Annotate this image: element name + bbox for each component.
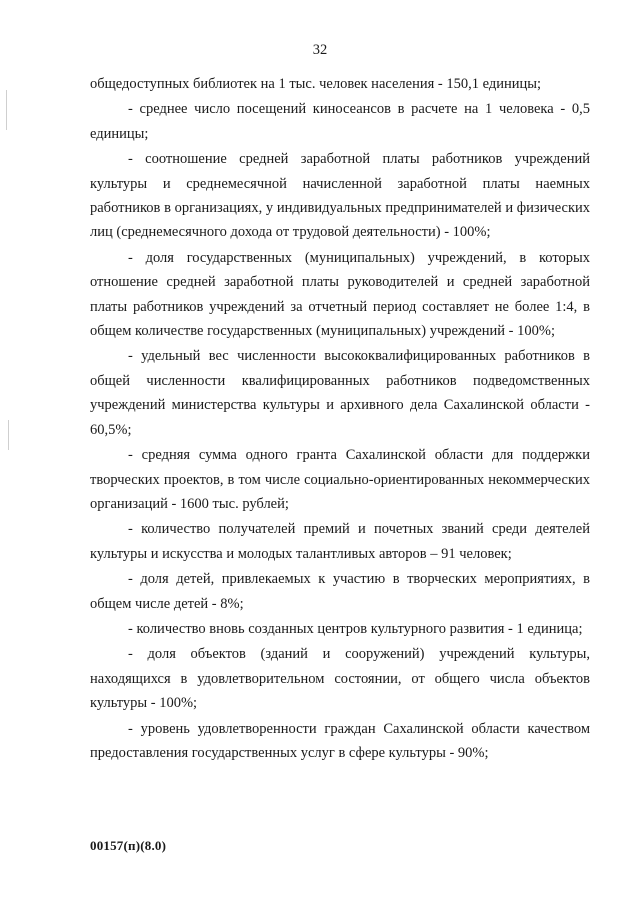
scan-margin-mark <box>8 420 9 450</box>
paragraph: - доля объектов (зданий и сооружений) учреждений культуры, находящихся в удовлетворительном состоянии, от общего числа объектов культуры - 100%; <box>90 646 590 712</box>
paragraph: - удельный вес численности высококвалифицированных работников в общей численности квалифицированных работников подведомственных учреждений министерства культуры и архивного дела Сахалинской области - 60,5%; <box>90 348 590 438</box>
page-number: 32 <box>312 42 328 58</box>
paragraph: общедоступных библиотек на 1 тыс. человек населения - 150,1 единицы; <box>90 76 542 92</box>
paragraph: - средняя сумма одного гранта Сахалинской области для поддержки творческих проектов, в том числе социально-ориентированных некоммерческих организаций - 1600 тыс. рублей; <box>90 447 590 512</box>
paragraph: - доля государственных (муниципальных) учреждений, в которых отношение средней заработной платы руководителей и средней заработной платы работников учреждений за отчетный период составляет не более 1:4, в общем количестве государственных (муниципальных) учреждений - 100%; <box>90 249 590 340</box>
paragraph: - среднее число посещений киносеансов в расчете на 1 человека - 0,5 единицы; <box>90 101 590 142</box>
paragraph: - уровень удовлетворенности граждан Сахалинской области качеством предоставления государственных услуг в сфере культуры - 90%; <box>90 720 590 761</box>
footer-document-code: 00157(п)(8.0) <box>90 838 167 853</box>
document-body <box>90 72 590 766</box>
paragraph: - доля детей, привлекаемых к участию в творческих мероприятиях, в общем числе детей - 8%; <box>90 571 590 612</box>
scan-margin-mark <box>6 90 7 130</box>
paragraph: - количество вновь созданных центров культурного развития - 1 единица; <box>128 620 583 637</box>
paragraph: - количество получателей премий и почетных званий среди деятелей культуры и искусства и молодых талантливых авторов – 91 человек; <box>90 521 590 562</box>
paragraph: - соотношение средней заработной платы работников учреждений культуры и среднемесячной начисленной заработной платы наемных работников в организациях, у индивидуальных предпринимателей и физических лиц (среднемесячного дохода от трудовой деятельности) - 100%; <box>90 151 590 241</box>
